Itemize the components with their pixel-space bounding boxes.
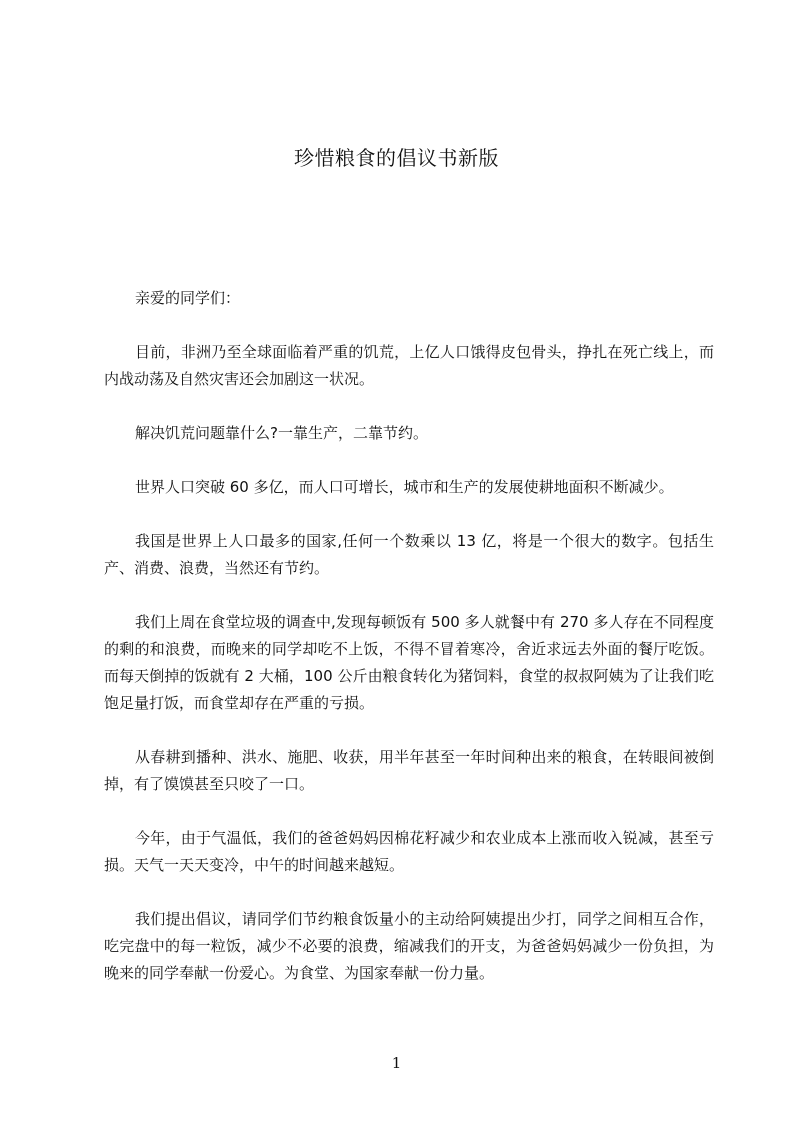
page-number: 1 [391,1054,402,1072]
paragraph-solution: 解决饥荒问题靠什么?一靠生产，二靠节约。 [135,424,428,442]
paragraph-famine: 目前，非洲乃至全球面临着严重的饥荒，上亿人口饿得皮包骨头，挣扎在死亡线上，而内战动荡及自然灾害还会加剧这一状况。 [104,343,714,388]
document-title: 珍惜粮食的倡议书新版 [294,146,499,170]
paragraph-china: 我国是世界上人口最多的国家,任何一个数乘以 13 亿，将是一个很大的数字。包括生产、消费、浪费，当然还有节约。 [104,532,714,577]
paragraph-proposal: 我们提出倡议，请同学们节约粮食饭量小的主动给阿姨提出少打，同学之间相互合作，吃完盘中的每一粒饭，减少不必要的浪费，缩减我们的开支，为爸爸妈妈减少一份负担，为晚来的同学奉献一份爱心。为食堂、为国家奉献一份力量。 [104,910,714,982]
paragraph-population: 世界人口突破 60 多亿，而人口可增长，城市和生产的发展使耕地面积不断减少。 [135,478,674,496]
paragraph-parents: 今年，由于气温低，我们的爸爸妈妈因棉花籽减少和农业成本上涨而收入锐减，甚至亏损。天气一天天变冷，中午的时间越来越短。 [104,829,714,874]
salutation: 亲爱的同学们： [135,289,241,307]
document-body [104,285,714,1014]
paragraph-canteen-survey: 我们上周在食堂垃圾的调查中,发现每顿饭有 500 多人就餐中有 270 多人存在不同程度的剩的和浪费，而晚来的同学却吃不上饭，不得不冒着寒冷，舍近求远去外面的餐厅吃饭。而每天倒掉的饭就有 2 大桶，100 公斤由粮食转化为猪饲料，食堂的叔叔阿姨为了让我们吃饱足量打饭，而食堂却存在严重的亏损。 [104,613,714,712]
paragraph-farming: 从春耕到播种、洪水、施肥、收获，用半年甚至一年时间种出来的粮食，在转眼间被倒掉，有了馍馍甚至只咬了一口。 [104,748,714,793]
